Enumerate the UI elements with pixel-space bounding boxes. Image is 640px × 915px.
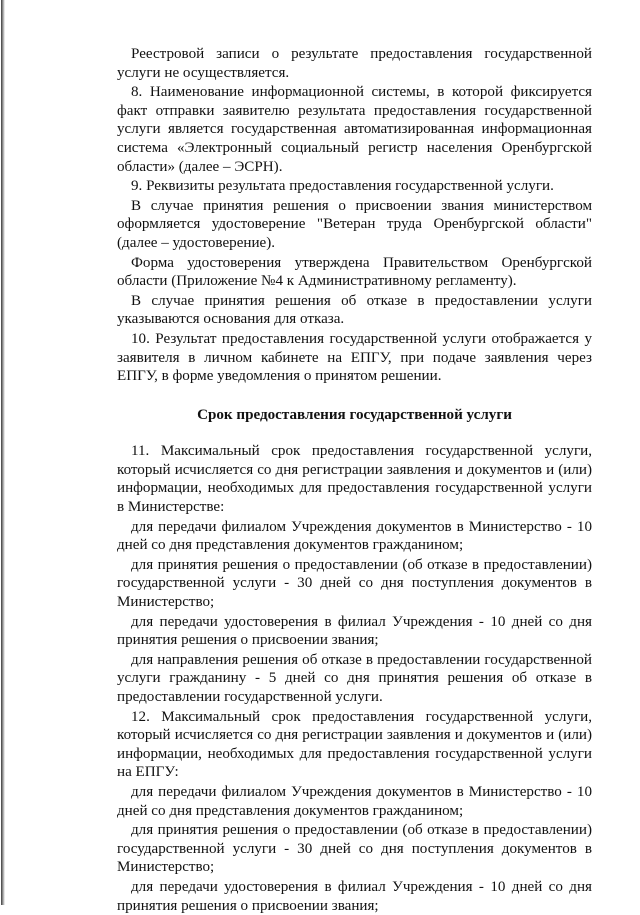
term-item-branch-transfer-epgu: для передачи филиалом Учреждения документов в Министерство - 10 дней со дня представления документов гражданином;: [117, 783, 592, 819]
paragraph-certificate-issue: В случае принятия решения о присвоении звания министерством оформляется удостоверение "Ветеран труда Оренбургской области" (далее – удостоверение).: [117, 197, 592, 251]
paragraph-10-epgu-result: 10. Результат предоставления государственной услуги отображается у заявителя в личном кабинете на ЕПГУ, при подаче заявления через ЕПГУ, в форме уведомления о принятом решении.: [117, 330, 592, 385]
document-body: [117, 45, 592, 915]
term-item-branch-transfer: для передачи филиалом Учреждения документов в Министерство - 10 дней со дня представления документов гражданином;: [117, 518, 592, 554]
paragraph-12-max-term-epgu: 12. Максимальный срок предоставления государственной услуги, который исчисляется со дня регистрации заявления и документов и (или) информации, необходимых для предоставления государственной услуги на ЕПГУ:: [117, 708, 592, 781]
term-item-decision: для принятия решения о предоставлении (об отказе в предоставлении) государственной услуги - 30 дней со дня поступления документов в Министерство;: [117, 556, 592, 611]
term-item-certificate-transfer-epgu: для передачи удостоверения в филиал Учреждения - 10 дней со дня принятия решения о присвоении звания;: [117, 878, 592, 914]
paragraph-refusal-grounds: В случае принятия решения об отказе в предоставлении услуги указываются основания для отказа.: [117, 292, 592, 328]
term-item-certificate-transfer: для передачи удостоверения в филиал Учреждения - 10 дней со дня принятия решения о присвоении звания;: [117, 613, 592, 649]
term-item-decision-epgu: для принятия решения о предоставлении (об отказе в предоставлении) государственной услуги - 30 дней со дня поступления документов в Министерство;: [117, 822, 592, 876]
section-heading: Срок предоставления государственной услуги: [197, 406, 512, 423]
paragraph-9-result-details: 9. Реквизиты результата предоставления государственной услуги.: [131, 178, 554, 195]
paragraph-8-information-system: 8. Наименование информационной системы, в которой фиксируется факт отправки заявителю результата предоставления государственной услуги является государственная автоматизированная информационная система «Электронный социальный регистр населения Оренбургской области» (далее – ЭСРН).: [117, 84, 592, 175]
paragraph-registry-note: Реестровой записи о результате предоставления государственной услуги не осуществляется.: [117, 46, 592, 81]
paragraph-certificate-form: Форма удостоверения утверждена Правительством Оренбургской области (Приложение №4 к Административному регламенту).: [117, 254, 592, 290]
paragraph-11-max-term: 11. Максимальный срок предоставления государственной услуги, который исчисляется со дня регистрации заявления и документов и (или) информации, необходимых для предоставления государственной услуги в Министерстве:: [117, 443, 592, 516]
scan-edge-shadow: [1, 0, 5, 905]
term-item-refusal-notice: для направления решения об отказе в предоставлении государственной услуги гражданину - 5 дней со дня принятия решения об отказе в предоставлении государственной услуги.: [117, 651, 592, 705]
